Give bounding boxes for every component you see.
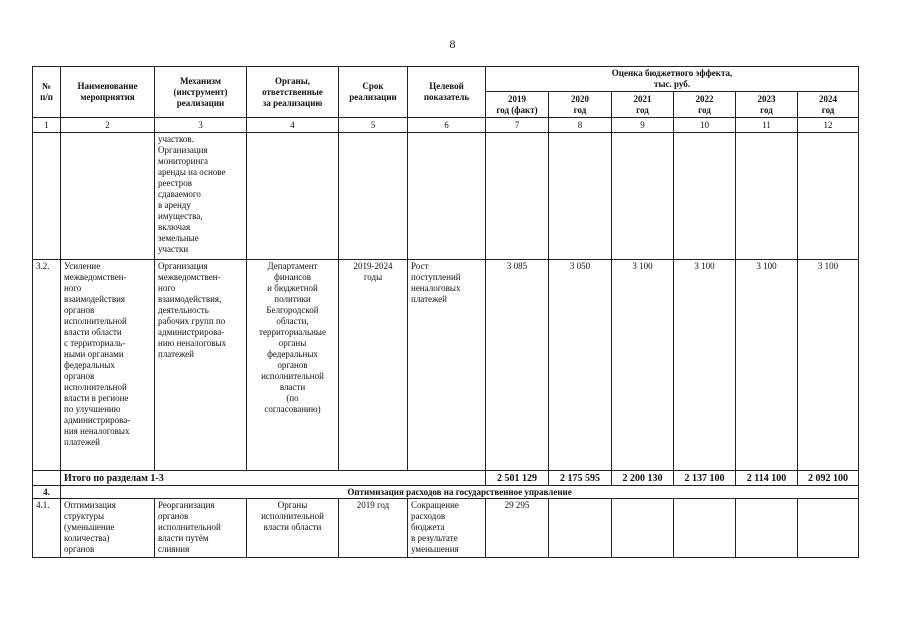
row-value: 29 295 xyxy=(486,499,549,558)
header-target: Целевой показатель xyxy=(408,67,486,118)
column-number: 12 xyxy=(798,118,859,133)
row-value: 3 100 xyxy=(674,260,736,471)
row-value xyxy=(612,499,674,558)
row-value: 3 085 xyxy=(486,260,549,471)
column-number: 3 xyxy=(155,118,247,133)
row-mechanism: Реорганизация органов исполнительной власти путём слияния xyxy=(155,499,247,558)
total-value: 2 137 100 xyxy=(674,471,736,486)
row-value xyxy=(549,499,612,558)
row-num: 3.2. xyxy=(33,260,61,471)
column-number: 8 xyxy=(549,118,612,133)
page-number: 8 xyxy=(449,37,456,51)
column-number: 10 xyxy=(674,118,736,133)
header-name: Наименование мероприятия xyxy=(61,67,155,118)
column-number: 2 xyxy=(61,118,155,133)
header-year: 2019 год (факт) xyxy=(486,92,549,118)
column-number: 7 xyxy=(486,118,549,133)
header-term: Срок реализации xyxy=(339,67,408,118)
column-number: 11 xyxy=(736,118,798,133)
total-label: Итого по разделам 1-3 xyxy=(61,471,486,486)
header-mechanism: Механизм (инструмент) реализации xyxy=(155,67,247,118)
row-target: Рост поступлений неналоговых платежей xyxy=(408,260,486,471)
row-value: 3 100 xyxy=(798,260,859,471)
row-num: 4.1. xyxy=(33,499,61,558)
row-term: 2019-2024 годы xyxy=(339,260,408,471)
row-name: Оптимизация структуры (уменьшение количества) органов xyxy=(61,499,155,558)
row-value xyxy=(674,499,736,558)
row-term: 2019 год xyxy=(339,499,408,558)
section-title: Оптимизация расходов на государственное управление xyxy=(61,486,859,499)
header-year: 2021 год xyxy=(612,92,674,118)
total-value: 2 200 130 xyxy=(612,471,674,486)
row-bodies: Департамент финансов и бюджетной политики Белгородской области, территориальные органы федеральных органов исполнительной власти (по согласованию) xyxy=(247,260,339,471)
column-number: 5 xyxy=(339,118,408,133)
header-num: № п/п xyxy=(33,67,61,118)
header-year: 2024 год xyxy=(798,92,859,118)
header-effect: Оценка бюджетного эффекта, тыс. руб. xyxy=(486,67,859,92)
header-year: 2022 год xyxy=(674,92,736,118)
header-year: 2020 год xyxy=(549,92,612,118)
row-bodies: Органы исполнительной власти области xyxy=(247,499,339,558)
row-target: Сокращение расходов бюджета в результате уменьшения xyxy=(408,499,486,558)
budget-effect-table xyxy=(32,66,859,558)
header-year: 2023 год xyxy=(736,92,798,118)
total-value: 2 175 595 xyxy=(549,471,612,486)
total-value: 2 092 100 xyxy=(798,471,859,486)
column-number: 9 xyxy=(612,118,674,133)
row-value: 3 100 xyxy=(736,260,798,471)
row-value xyxy=(736,499,798,558)
row-value xyxy=(798,499,859,558)
row-name: Усиление межведомствен- ного взаимодействия органов исполнительной власти области с территориаль- ными органами федеральных органов исполнительной власти в регионе по улучшению администрирова- ния неналоговых платежей xyxy=(61,260,155,471)
total-value: 2 501 129 xyxy=(486,471,549,486)
column-number: 6 xyxy=(408,118,486,133)
section-num: 4. xyxy=(33,486,61,499)
continued-mechanism: участков. Организация мониторинга аренды на основе реестров сдаваемого в аренду имущества, включая земельные участки xyxy=(155,133,247,260)
column-number: 1 xyxy=(33,118,61,133)
total-value: 2 114 100 xyxy=(736,471,798,486)
row-mechanism: Организация межведомствен- ного взаимодействия, деятельность рабочих групп по администрирова- нию неналоговых платежей xyxy=(155,260,247,471)
header-bodies: Органы, ответственные за реализацию xyxy=(247,67,339,118)
column-number: 4 xyxy=(247,118,339,133)
row-value: 3 050 xyxy=(549,260,612,471)
row-value: 3 100 xyxy=(612,260,674,471)
